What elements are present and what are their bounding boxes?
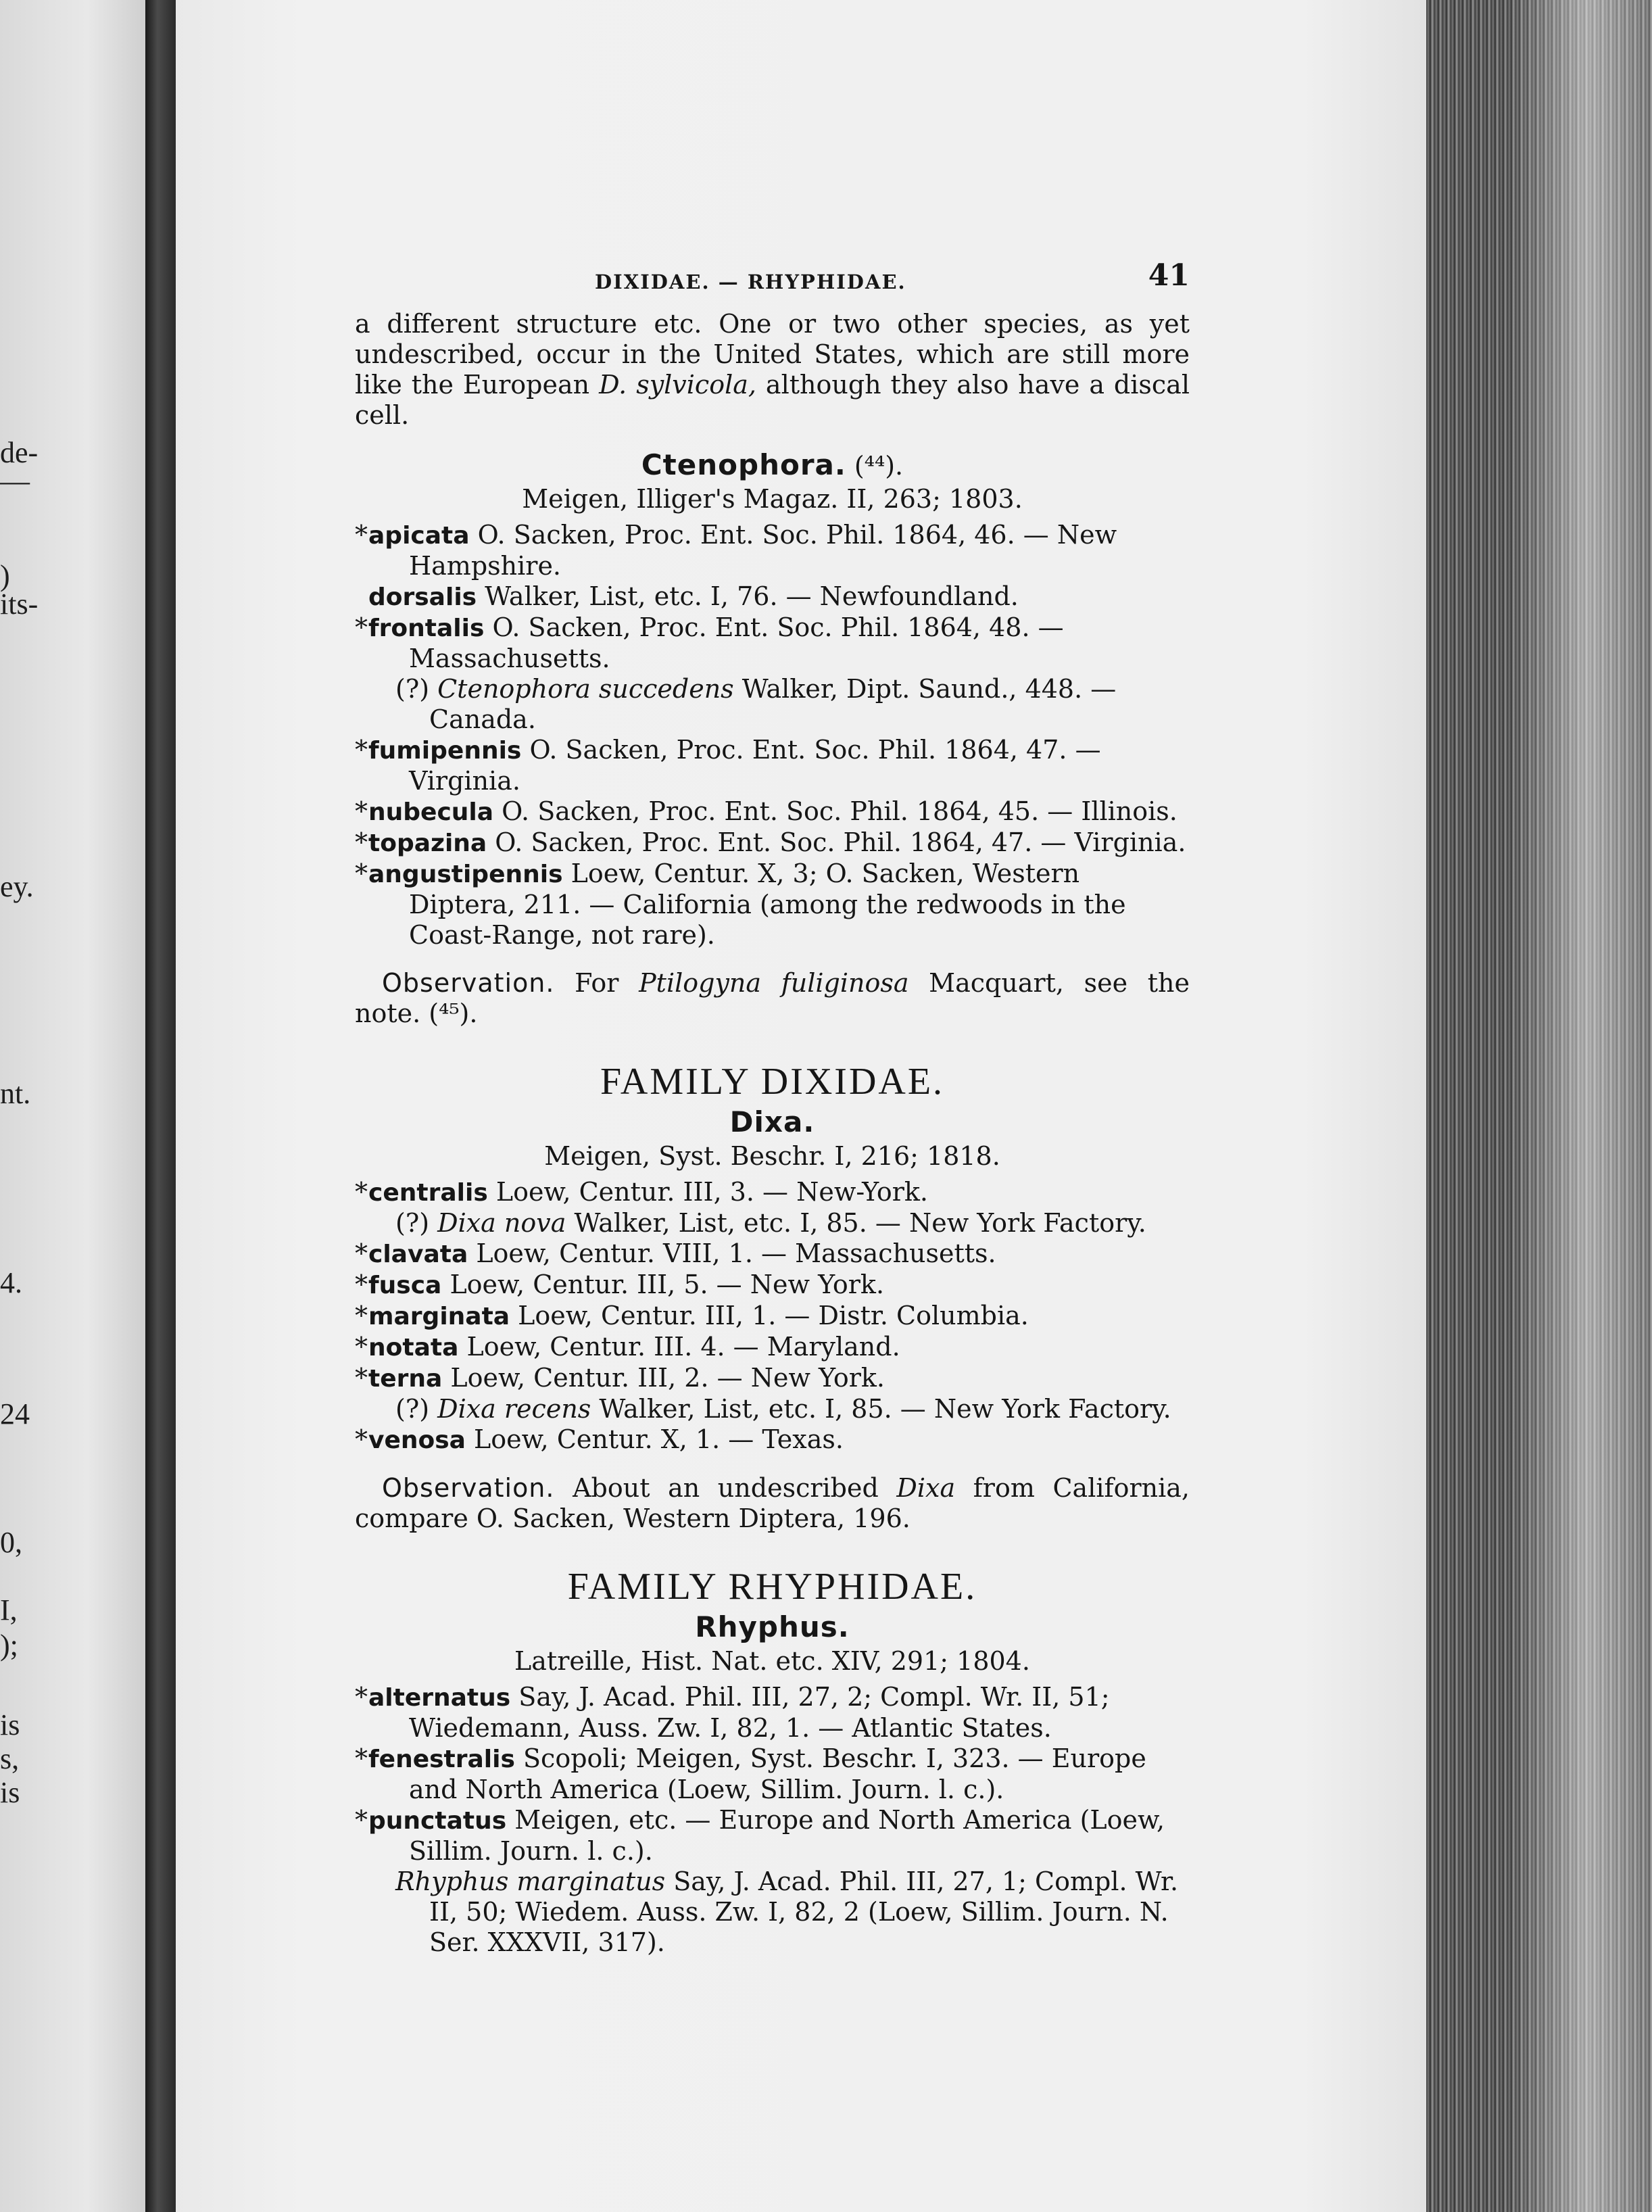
asterisk-mark: * [355,1270,368,1299]
species-name: topazina [368,830,487,857]
entry-citation: Loew, Centur. III. 4. — Maryland. [458,1332,900,1362]
species-name: marginata [368,1303,510,1330]
synonym-query-mark: (?) [395,1208,438,1238]
entry-citation: Loew, Centur. X, 1. — Texas. [465,1424,844,1454]
asterisk-mark: * [355,520,368,550]
species-entry [355,827,1190,859]
asterisk-mark: * [355,827,368,857]
running-head-title: DIXIDAE. — RHYPHIDAE. [595,270,906,293]
species-entry [355,1744,1190,1805]
genus-name: Dixa. [729,1105,815,1138]
asterisk-mark: * [355,1363,368,1393]
genus-reference: Latreille, Hist. Nat. etc. XIV, 291; 1804. [514,1646,1030,1676]
entry-citation: Loew, Centur. VIII, 1. — Massachusetts. [468,1239,996,1268]
intro-text-end: although they also have a discal cell. [355,370,1190,430]
genus-name: Ctenophora. [641,448,846,481]
margin-fragment: de- [0,436,39,469]
asterisk-mark: * [355,1177,368,1207]
asterisk-mark: * [355,1744,368,1773]
page-content [355,260,1190,1958]
species-name: frontalis [368,615,485,642]
observation-ctenophora [355,968,1190,1029]
species-entry [355,859,1190,951]
entry-citation: Meigen, etc. — Europe and North America (Loew, Sillim. Journ. l. c.). [409,1805,1165,1866]
family-title-rhyphidae: FAMILY RHYPHIDAE. [567,1566,977,1608]
margin-fragment: its- [0,587,39,621]
species-name: notata [368,1334,459,1362]
species-list-ctenophora [355,520,1190,951]
observation-text-end: Macquart, see the note. (⁴⁵). [355,968,1190,1028]
genus-heading-rhyphus [355,1612,1190,1643]
species-name: fumipennis [368,737,522,765]
asterisk-mark: * [355,1682,368,1712]
species-name: centralis [368,1179,488,1207]
entry-citation: Loew, Centur. III, 5. — New York. [441,1270,885,1299]
margin-fragment: s, [0,1742,20,1775]
asterisk-mark: * [355,1301,368,1330]
margin-fragment: I, [0,1593,18,1627]
observation-italic: Ptilogyna fuliginosa [639,968,909,998]
species-entry [355,612,1190,674]
synonym-query-mark: (?) [395,674,438,704]
entry-citation: O. Sacken, Proc. Ent. Soc. Phil. 1864, 47. — Virginia. [409,735,1101,796]
observation-italic: Dixa [896,1473,956,1503]
genus-heading-dixa [355,1107,1190,1138]
synonym-entry [355,1394,1190,1424]
observation-dixidae [355,1473,1190,1534]
running-head [355,260,1190,301]
observation-label: Observation. [382,968,555,998]
species-name: terna [368,1365,443,1393]
margin-fragment: is [0,1708,20,1741]
entry-citation: O. Sacken, Proc. Ent. Soc. Phil. 1864, 47. — Virginia. [487,827,1186,857]
entry-citation: Say, J. Acad. Phil. III, 27, 2; Compl. Wr. II, 51; Wiedemann, Auss. Zw. I, 82, 1. — Atlantic States. [409,1682,1110,1743]
margin-fragment: ) [0,559,10,592]
species-entry [355,1270,1190,1301]
species-entry [355,735,1190,796]
species-name: clavata [368,1241,468,1268]
synonym-name: Ctenophora succedens [437,674,734,704]
asterisk-mark: * [355,859,368,888]
margin-fragment: nt. [0,1077,31,1110]
species-name: nubecula [368,798,494,826]
species-entry [355,1363,1190,1394]
genus-reference: Meigen, Syst. Beschr. I, 216; 1818. [544,1141,1000,1171]
margin-fragment: is [0,1776,20,1809]
observation-text-end: from California, compare O. Sacken, Western Diptera, 196. [355,1473,1190,1533]
margin-fragment: 0, [0,1526,22,1559]
asterisk-mark: * [355,1239,368,1268]
margin-fragment: — [0,464,30,498]
species-name: apicata [368,522,470,550]
family-title-dixidae: FAMILY DIXIDAE. [600,1061,945,1103]
synonym-name: Dixa nova [437,1208,566,1238]
book-gutter [145,0,176,2212]
species-name: venosa [368,1426,466,1454]
entry-citation: Say, J. Acad. Phil. III, 27, 1; Compl. Wr. II, 50; Wiedem. Auss. Zw. I, 82, 2 (Loew, Sillim. Journ. N. Ser. XXXVII, 317). [429,1867,1179,1957]
entry-citation: Walker, List, etc. I, 85. — New York Factory. [566,1208,1146,1238]
intro-paragraph [355,309,1190,431]
entry-citation: Loew, Centur. III, 1. — Distr. Columbia. [510,1301,1029,1330]
synonym-name: Dixa recens [437,1394,591,1424]
species-entry [355,1332,1190,1363]
entry-citation: Walker, Dipt. Saund., 448. — Canada. [429,674,1117,734]
species-name: angustipennis [368,861,563,888]
synonym-name: Rhyphus marginatus [395,1867,666,1896]
intro-text: a different structure etc. One or two other species, as yet undescribed, occur in the United States, which are still more like the European [355,309,1190,400]
entry-citation: O. Sacken, Proc. Ent. Soc. Phil. 1864, 46. — New Hampshire. [409,520,1117,581]
species-entry [355,1239,1190,1270]
species-entry [355,1424,1190,1456]
asterisk-mark: * [355,735,368,765]
species-name: punctatus [368,1807,507,1835]
observation-text: About an undescribed [554,1473,897,1503]
asterisk-mark: * [355,1332,368,1362]
page-number: 41 [1148,258,1190,293]
species-name: alternatus [368,1684,511,1712]
margin-fragment: 4. [0,1266,22,1299]
asterisk-mark: * [355,612,368,642]
entry-citation: Loew, Centur. III, 3. — New-York. [487,1177,929,1207]
margin-fragment: ey. [0,870,34,903]
synonym-query-mark: (?) [395,1394,438,1424]
entry-citation: Walker, List, etc. I, 85. — New York Factory. [591,1394,1171,1424]
entry-citation: Scopoli; Meigen, Syst. Beschr. I, 323. — Europe and North America (Loew, Sillim. Journ. l. c.). [409,1744,1146,1804]
genus-heading-ctenophora [355,450,1190,481]
asterisk-mark: * [355,1424,368,1454]
species-entry [355,520,1190,581]
species-entry [355,1301,1190,1332]
left-facing-page [0,0,145,2212]
species-entry [355,1805,1190,1867]
genus-reference: Meigen, Illiger's Magaz. II, 263; 1803. [522,484,1023,514]
species-name: fusca [368,1272,442,1299]
species-name: fenestralis [368,1746,515,1773]
margin-fragment: 24 [0,1397,30,1430]
genus-note: (⁴⁴). [846,451,904,481]
entry-citation: Loew, Centur. X, 3; O. Sacken, Western Diptera, 211. — California (among the redwoods in the Coast-Range, not rare). [409,859,1126,950]
species-entry [355,796,1190,827]
synonym-entry [355,1867,1190,1958]
species-list-rhyphus [355,1682,1190,1958]
entry-citation: Walker, List, etc. I, 76. — Newfoundland. [477,581,1019,611]
species-name: dorsalis [368,583,477,611]
observation-label: Observation. [382,1473,555,1503]
species-list-dixa [355,1177,1190,1456]
species-entry [355,1177,1190,1208]
intro-italic: D. sylvicola, [599,370,756,400]
synonym-entry [355,674,1190,735]
asterisk-mark: * [355,796,368,826]
asterisk-mark: * [355,1805,368,1835]
entry-citation: Loew, Centur. III, 2. — New York. [442,1363,885,1393]
observation-text: For [554,968,639,998]
genus-name: Rhyphus. [695,1610,850,1643]
species-entry [355,581,1190,612]
page-block-edge [1426,0,1652,2212]
synonym-entry [355,1208,1190,1239]
margin-fragment: ); [0,1629,18,1662]
species-entry [355,1682,1190,1744]
entry-citation: O. Sacken, Proc. Ent. Soc. Phil. 1864, 45. — Illinois. [493,796,1177,826]
entry-citation: O. Sacken, Proc. Ent. Soc. Phil. 1864, 48. — Massachusetts. [409,612,1064,673]
